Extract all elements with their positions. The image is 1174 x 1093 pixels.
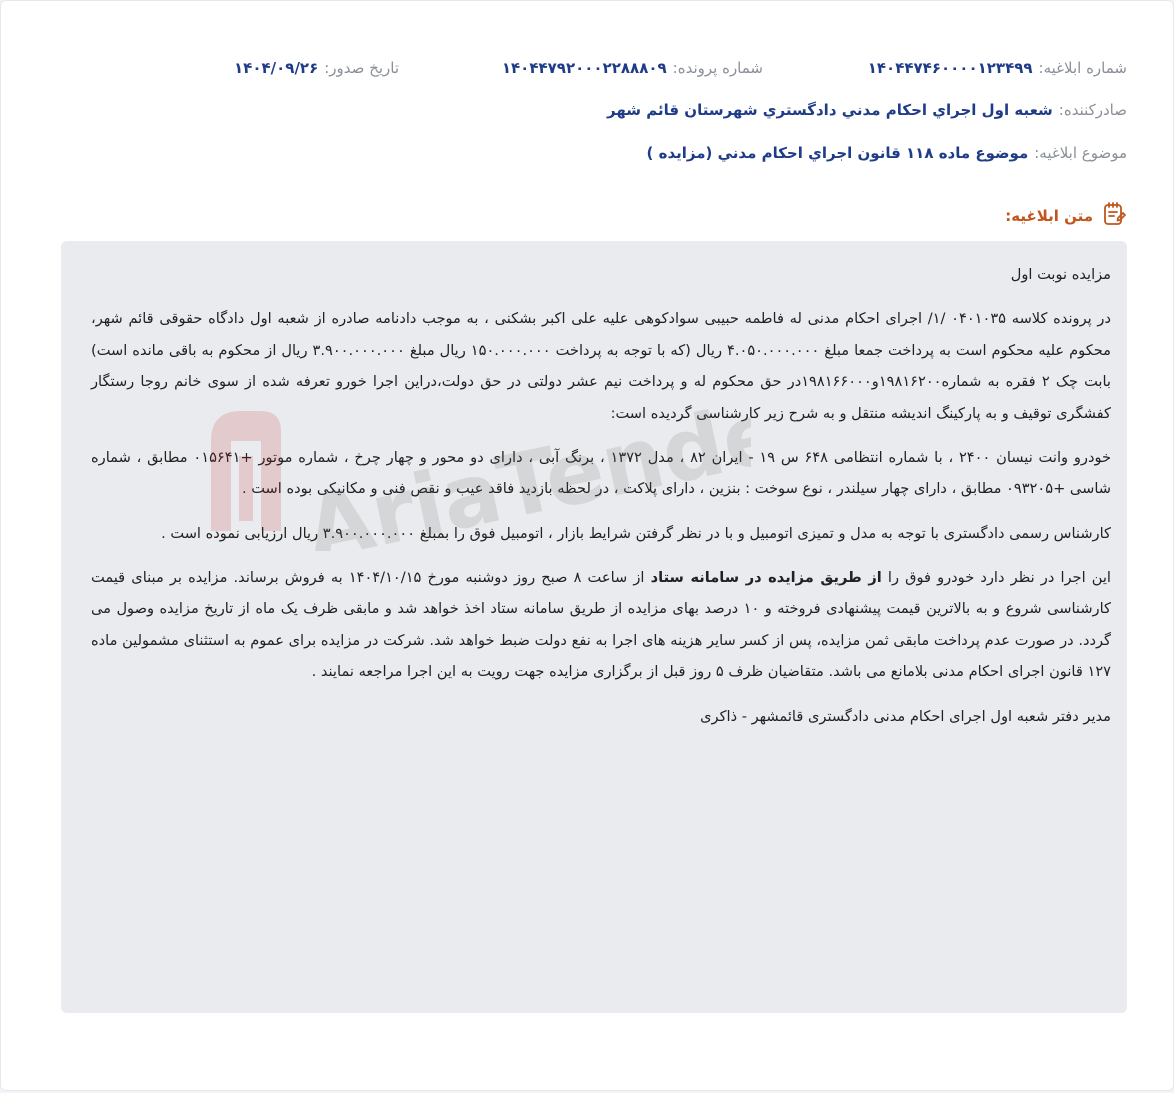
body-paragraph-appraisal: کارشناس رسمی دادگستری با توجه به مدل و تمیزی اتومبیل و با در نظر گرفتن شرایط بازار ، اتومبیل فوق را بمبلغ ۳.۹۰۰.۰۰۰.۰۰۰ ریال ارزیابی نموده است . bbox=[161, 524, 1111, 542]
issue-date-value: ۱۴۰۴/۰۹/۲۶ bbox=[234, 59, 319, 77]
auction-method-bold: از طریق مزایده در سامانه ستاد bbox=[650, 569, 882, 586]
case-number-label: شماره پرونده: bbox=[672, 59, 763, 77]
subject-value: موضوع ماده ۱۱۸ قانون اجراي احکام مدني (مزايده ) bbox=[646, 144, 1029, 162]
body-paragraph-vehicle: خودرو وانت نیسان ۲۴۰۰ ، با شماره انتظامی ۶۴۸ س ۱۹ - ایران ۸۲ ، مدل ۱۳۷۲ ، برنگ آبی ، دارای دو محور و چهار چرخ ، شماره موتور +۰۱۵۶۴۱ مطابق ، شماره شاسی +۰۹۳۲۰۵ مطابق ، دارای چهار سیلندر ، نوع سوخت : بنزین ، دارای پلاکت ، در لحظه بازدید فاقد عیب و نقص فنی و مکانیکی بوده است . bbox=[91, 448, 1112, 498]
subject-label: موضوع ابلاغیه: bbox=[1034, 144, 1127, 162]
issuer-value: شعبه اول اجراي احکام مدني دادگستري شهرستان قائم شهر bbox=[607, 101, 1053, 119]
issue-date-label: تاریخ صدور: bbox=[324, 59, 399, 77]
notice-text-heading bbox=[1005, 203, 1127, 229]
case-number bbox=[502, 59, 763, 77]
notice-body bbox=[61, 241, 1127, 1013]
body-paragraph-signature: مدیر دفتر شعبه اول اجرای احکام مدنی دادگستری قائمشهر - ذاکری bbox=[700, 707, 1111, 725]
auction-text-rest: از ساعت ۸ صبح روز دوشنبه مورخ ۱۴۰۴/۱۰/۱۵ به فروش برساند. مزایده بر مبنای قیمت کارشناسی شروع و به بالاترین قیمت پیشنهادی فروخته و ۱۰ درصد بهای مزایده از طریق سامانه ستاد اخذ خواهد شد و مابقی ظرف یک ماه از تاریخ مزایده وصول می گردد. در صورت عدم پرداخت مابقی ثمن مزایده، پس از کسر سایر هزینه های اجرا به نفع دولت ضبط خواهد شد. شرکت در مزایده برای عموم به استثنای مشمولین ماده ۱۲۷ قانون اجرای احکام مدنی بلامانع می باشد. متقاضیان ظرف ۵ روز قبل از برگزاری مزایده جهت رویت به این اجرا مراجعه نمایند . bbox=[91, 569, 1111, 681]
issue-date bbox=[234, 59, 399, 77]
issuer-line bbox=[607, 101, 1127, 119]
notice-text-title: متن ابلاغیه: bbox=[1005, 207, 1093, 225]
notice-number bbox=[868, 59, 1127, 77]
body-paragraph-case: در پرونده کلاسه ۰۴۰۱۰۳۵ /۱/ اجرای احکام مدنی له فاطمه حبیبی سوادکوهی علیه علی اکبر بشکنی ، به موجب دادنامه صادره از شعبه اول دادگاه حقوقی قائم شهر، محکوم علیه محکوم است به پرداخت جمعا مبلغ ۴.۰۵۰.۰۰۰.۰۰۰ ریال (که با توجه به پرداخت ۱۵۰.۰۰۰.۰۰۰ ریال مبلغ ۳.۹۰۰.۰۰۰.۰۰۰ ریال از محکوم به باقی مانده است) بابت چک ۲ فقره به شماره۱۹۸۱۶۲۰۰و۱۹۸۱۶۶۰۰۰در حق محکوم له و پرداخت نیم عشر دولتی در حق دولت،دراین اجرا خورو تعرفه شده از سوی خانم روجا رستگار کفشگری توقیف و به پارکینگ اندیشه منتقل و به شرح زیر کارشناسی گردیده است: bbox=[91, 310, 1111, 422]
subject-line bbox=[647, 144, 1127, 162]
notice-number-value: ۱۴۰۴۴۷۴۶۰۰۰۰۱۲۳۴۹۹ bbox=[867, 59, 1033, 77]
body-paragraph-auction bbox=[91, 562, 1111, 688]
document-notes-icon bbox=[1101, 201, 1127, 231]
notice-number-label: شماره ابلاغیه: bbox=[1038, 59, 1127, 77]
case-number-value: ۱۴۰۴۴۷۹۲۰۰۰۲۲۸۸۸۰۹ bbox=[501, 59, 667, 77]
notice-meta-row bbox=[41, 59, 1127, 83]
issuer-label: صادرکننده: bbox=[1058, 101, 1127, 119]
auction-text-start: این اجرا در نظر دارد خودرو فوق را bbox=[881, 569, 1111, 586]
body-paragraph-heading: مزایده نوبت اول bbox=[1010, 266, 1111, 283]
